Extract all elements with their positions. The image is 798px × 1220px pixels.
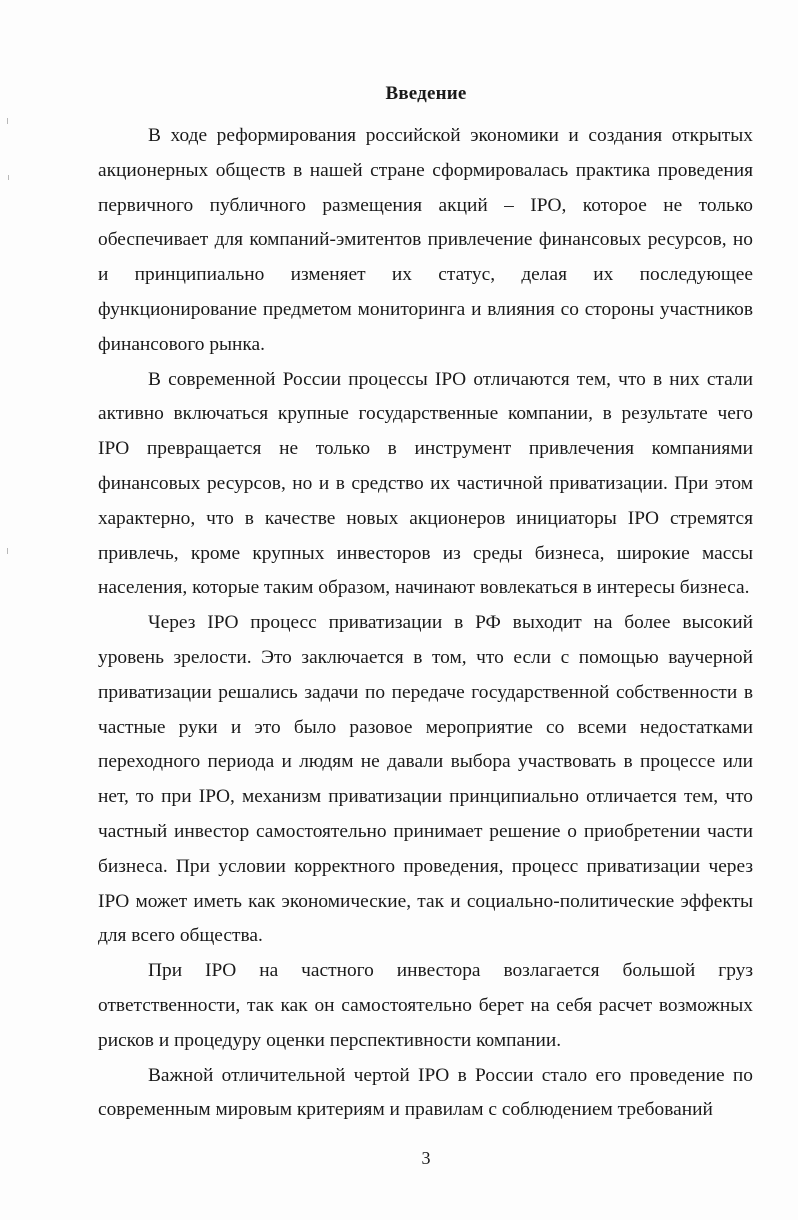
scan-mark — [7, 118, 8, 124]
paragraph: В современной России процессы IPO отличаются тем, что в них стали активно включаться крупные государственные компании, в результате чего IPO превращается не только в инструмент привлечения компаниями финансовых ресурсов, но и в средство их частичной приватизации. При этом характерно, что в качестве новых акционеров инициаторы IPO стремятся привлечь, кроме крупных инвесторов из среды бизнеса, широкие массы населения, которые таким образом, начинают вовлекаться в интересы бизнеса. — [98, 368, 753, 599]
paragraph: При IPO на частного инвестора возлагается большой груз ответственности, так как он самостоятельно берет на себя расчет возможных рисков и процедуру оценки перспективности компании. — [98, 960, 753, 1051]
paragraph: Через IPO процесс приватизации в РФ выходит на более высокий уровень зрелости. Это заключается в том, что если с помощью ваучерной приватизации решались задачи по передаче государственной собственности в частные руки и это было разовое мероприятие со всеми недостатками переходного периода и людям не давали выбора участвовать в процессе или нет, то при IPO, механизм приватизации принципиально отличается тем, что частный инвестор самостоятельно принимает решение о приобретении части бизнеса. При условии корректного проведения, процесс приватизации через IPO может иметь как экономические, так и социально-политические эффекты для всего общества. — [98, 612, 753, 947]
scan-mark — [8, 175, 9, 180]
scan-mark — [7, 548, 8, 554]
document-title: Введение — [385, 83, 467, 104]
page-number: 3 — [421, 1148, 431, 1168]
document-body — [98, 119, 753, 1128]
paragraph: В ходе реформирования российской экономики и создания открытых акционерных обществ в нашей стране сформировалась практика проведения первичного публичного размещения акций – IPO, которое не только обеспечивает для компаний-эмитентов привлечение финансовых ресурсов, но и принципиально изменяет их статус, делая их последующее функционирование предметом мониторинга и влияния со стороны участников финансового рынка. — [98, 125, 753, 355]
paragraph: Важной отличительной чертой IPO в России стало его проведение по современным мировым критериям и правилам с соблюдением требований — [98, 1064, 753, 1121]
